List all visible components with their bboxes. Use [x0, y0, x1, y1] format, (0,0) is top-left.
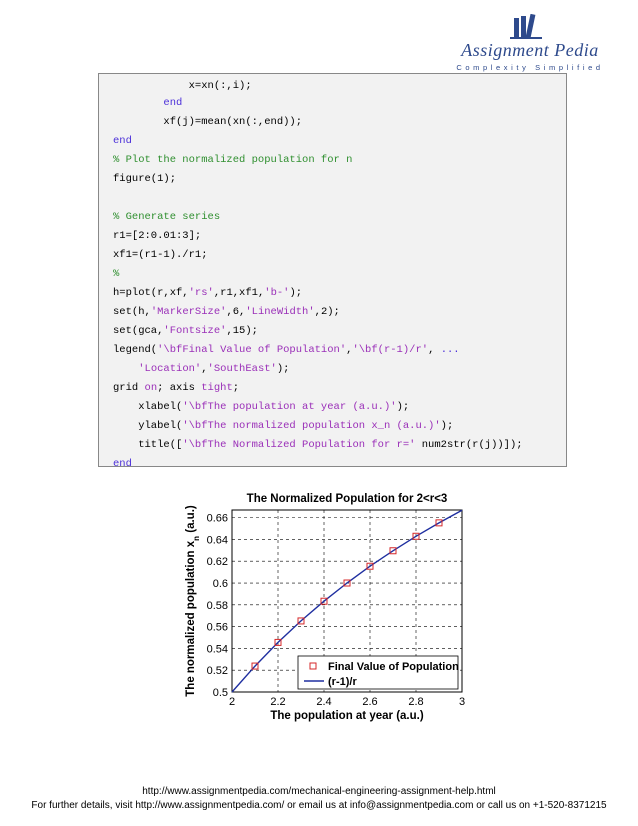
- code-token: end: [113, 458, 132, 470]
- logo-title: Assignment Pedia: [461, 40, 599, 60]
- y-axis-label-part: The normalized population x: [185, 540, 197, 697]
- code-token: end: [163, 97, 183, 109]
- code-token: ,: [346, 344, 353, 356]
- code-token: 'Fontsize': [163, 325, 227, 337]
- code-token: '\bf(r-1)/r': [352, 344, 429, 356]
- code-token: 'SouthEast': [207, 363, 277, 375]
- code-token: ; axis: [157, 382, 202, 394]
- y-axis-label-part: n: [192, 535, 201, 541]
- x-tick-label: 2.6: [362, 696, 378, 708]
- y-axis-label-part: (a.u.): [185, 505, 197, 536]
- logo-tagline: Complexity Simplified: [456, 63, 604, 72]
- y-tick-label: 0.5: [212, 687, 228, 699]
- y-tick-label: 0.6: [212, 578, 228, 591]
- code-token: xlabel(: [113, 401, 183, 413]
- x-tick-label: 3: [458, 696, 466, 708]
- code-token: r1=[2:0.01:3];: [113, 230, 202, 242]
- y-tick-label: 0.52: [206, 665, 228, 678]
- code-token: title([: [113, 439, 183, 451]
- code-token: );: [440, 420, 454, 432]
- code-token: ,15);: [226, 325, 258, 337]
- y-tick-label: 0.56: [206, 621, 228, 634]
- code-token: 'b-': [264, 287, 290, 299]
- code-token: on: [144, 382, 158, 394]
- code-token: '\bfFinal Value of Population': [157, 344, 347, 356]
- y-tick-label: 0.66: [206, 512, 228, 525]
- footer-url[interactable]: http://www.assignmentpedia.com/mechanical-engineering-assignment-help.html: [142, 786, 496, 797]
- code-token: %: [113, 268, 120, 280]
- code-token: ;: [232, 382, 240, 394]
- code-token: );: [276, 363, 290, 375]
- code-token: 'MarkerSize': [150, 306, 227, 318]
- code-token: figure(1);: [113, 173, 177, 185]
- code-token: ,: [428, 344, 441, 356]
- x-tick-label: 2.4: [316, 696, 332, 708]
- code-token: 'Location': [138, 363, 202, 375]
- footer-contact: For further details, visit http://www.assignmentpedia.com/ or email us at info@assignmentpedia.com or call us on +1-520-8371215: [31, 800, 607, 811]
- y-axis-label: [185, 505, 201, 697]
- code-token: tight: [201, 382, 233, 394]
- code-token: 'rs': [188, 287, 214, 299]
- y-tick-label: 0.54: [206, 643, 228, 656]
- code-token: ylabel(: [113, 420, 183, 432]
- x-tick-label: 2.2: [270, 696, 286, 708]
- code-token: end: [113, 135, 132, 147]
- code-token: );: [396, 401, 410, 413]
- code-token: ,2);: [314, 306, 340, 318]
- legend-label-ratio: (r-1)/r: [328, 676, 357, 688]
- code-token: h=plot(r,xf,: [113, 287, 189, 299]
- code-token: set(h,: [113, 306, 151, 318]
- x-axis-label: The population at year (a.u.): [270, 710, 424, 722]
- code-token: '\bfThe population at year (a.u.)': [182, 401, 397, 413]
- code-token: num2str(r(j))]);: [415, 439, 523, 451]
- code-token: );: [289, 287, 303, 299]
- x-tick-label: 2: [228, 696, 236, 708]
- code-token: legend(: [113, 344, 158, 356]
- code-token: ...: [440, 344, 460, 356]
- y-tick-label: 0.58: [206, 599, 228, 612]
- code-token: set(gca,: [113, 325, 164, 337]
- code-token: ,6,: [226, 306, 246, 318]
- y-tick-label: 0.62: [206, 556, 228, 569]
- code-token: xf1=(r1-1)./r1;: [113, 249, 208, 261]
- legend-label-final-value: Final Value of Population: [328, 661, 459, 673]
- code-token: % Generate series: [113, 211, 221, 223]
- code-token: x=xn(:,i);: [113, 80, 252, 92]
- code-token: 'LineWidth': [245, 306, 315, 318]
- code-token: ,: [201, 363, 208, 375]
- chart-title: The Normalized Population for 2<r<3: [246, 493, 448, 505]
- code-token: '\bfThe normalized population x_n (a.u.)': [182, 420, 441, 432]
- x-tick-label: 2.8: [408, 696, 424, 708]
- code-token: '\bfThe Normalized Population for r=': [182, 439, 416, 451]
- code-token: xf(j)=mean(xn(:,end));: [113, 116, 303, 128]
- code-token: % Plot the normalized population for n: [113, 154, 353, 166]
- code-token: ,r1,xf1,: [213, 287, 265, 299]
- y-tick-label: 0.64: [206, 534, 228, 547]
- code-token: grid: [113, 382, 145, 394]
